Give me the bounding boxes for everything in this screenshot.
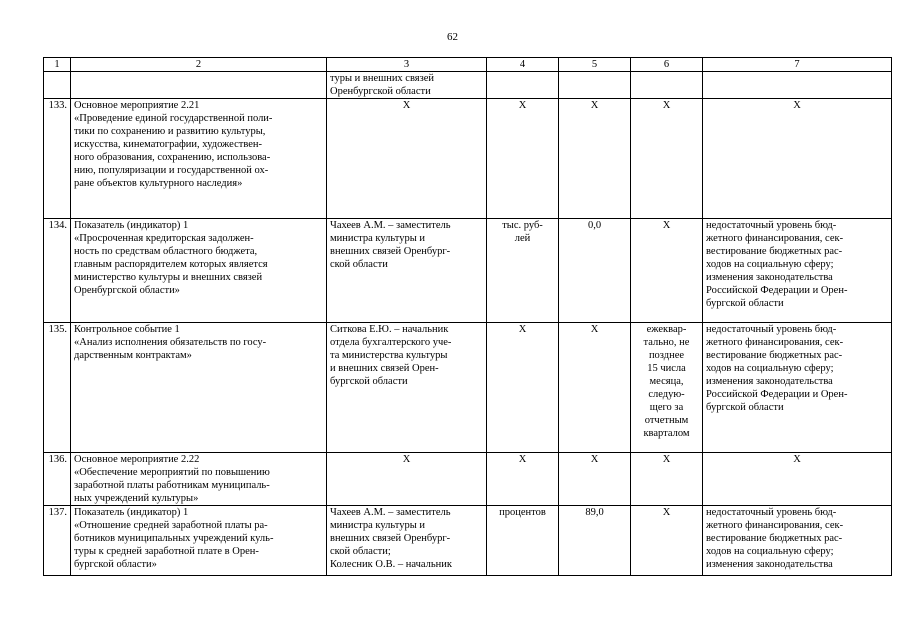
text-line: изменения законодательства [706, 376, 833, 387]
text-line: Оренбургской области» [74, 285, 180, 296]
not-applicable-mark: X [662, 507, 671, 518]
cell-row-number: 133. [44, 99, 71, 219]
column-header: 5 [559, 58, 631, 72]
text-line: жетного финансирования, сек- [706, 520, 844, 531]
text-line: бургской области [706, 298, 784, 309]
cell-unit [487, 506, 559, 576]
not-applicable-mark: X [402, 454, 411, 465]
text-line: ных учреждений культуры» [74, 493, 199, 504]
not-applicable-mark: X [518, 324, 527, 335]
text-line: ходов на социальную сферу; [706, 546, 834, 557]
cell-value [559, 99, 631, 219]
text-line: ходов на социальную сферу; [706, 363, 834, 374]
text-line: процентов [499, 507, 546, 518]
cell-unit [487, 72, 559, 99]
text-line: Контрольное событие 1 [74, 324, 180, 335]
cell-value [559, 506, 631, 576]
text-line: 15 числа [647, 363, 686, 374]
text-line: Оренбургской области [330, 86, 431, 97]
cell-row-number [44, 72, 71, 99]
text-line: недостаточный уровень бюд- [706, 324, 837, 335]
text-line: Российской Федерации и Орен- [706, 285, 848, 296]
column-header: 2 [71, 58, 327, 72]
text-line: туры и внешних связей [330, 73, 435, 84]
table-row [44, 219, 892, 323]
cell-unit [487, 99, 559, 219]
text-line: тыс. руб- [502, 220, 543, 231]
cell-risks [703, 72, 892, 99]
cell-value [559, 219, 631, 323]
text-line: заработной платы работникам муниципаль- [74, 480, 270, 491]
cell-responsible [327, 453, 487, 506]
cell-responsible [327, 72, 487, 99]
text-line: министра культуры и [330, 520, 426, 531]
table-row [44, 72, 892, 99]
text-line: ежеквар- [646, 324, 687, 335]
table-body [44, 72, 892, 576]
cell-value [559, 453, 631, 506]
text-line: ходов на социальную сферу; [706, 259, 834, 270]
text-line: Показатель (индикатор) 1 [74, 507, 189, 518]
column-header: 1 [44, 58, 71, 72]
cell-responsible [327, 506, 487, 576]
text-line: щего за [649, 402, 684, 413]
text-line: туры к средней заработной плате в Орен- [74, 546, 259, 557]
cell-risks [703, 506, 892, 576]
text-line: следую- [648, 389, 685, 400]
text-line: Российской Федерации и Орен- [706, 389, 848, 400]
column-header: 3 [327, 58, 487, 72]
cell-risks [703, 99, 892, 219]
cell-deadline [631, 323, 703, 453]
cell-deadline [631, 72, 703, 99]
cell-deadline [631, 453, 703, 506]
text-line: тики по сохранению и развитию культуры, [74, 126, 266, 137]
cell-measure-name [71, 506, 327, 576]
cell-measure-name [71, 219, 327, 323]
cell-deadline [631, 219, 703, 323]
not-applicable-mark: X [518, 100, 527, 111]
measures-table [43, 57, 892, 576]
column-header: 7 [703, 58, 892, 72]
text-line: изменения законодательства [706, 272, 833, 283]
text-line: ного образования, сохранению, использова- [74, 152, 271, 163]
text-line: ране объектов культурного наследия» [74, 178, 243, 189]
column-header: 4 [487, 58, 559, 72]
text-line: бургской области» [74, 559, 157, 570]
column-number-row [44, 58, 892, 72]
cell-measure-name [71, 323, 327, 453]
cell-responsible [327, 219, 487, 323]
text-line: недостаточный уровень бюд- [706, 507, 837, 518]
cell-risks [703, 453, 892, 506]
cell-row-number: 137. [44, 506, 71, 576]
not-applicable-mark: X [590, 324, 599, 335]
text-line: Колесник О.В. – начальник [330, 559, 452, 570]
not-applicable-mark: X [793, 100, 801, 111]
text-line: Показатель (индикатор) 1 [74, 220, 189, 231]
not-applicable-mark: X [518, 454, 527, 465]
text-line: внешних связей Оренбург- [330, 533, 451, 544]
text-line: вестирование бюджетных рас- [706, 246, 843, 257]
text-line: позднее [648, 350, 685, 361]
text-line: «Проведение единой государственной поли- [74, 113, 273, 124]
text-line: «Анализ исполнения обязательств по госу- [74, 337, 267, 348]
text-line: министерство культуры и внешних связей [74, 272, 263, 283]
text-line: лей [514, 233, 531, 244]
text-line: 89,0 [585, 507, 604, 518]
cell-risks [703, 323, 892, 453]
table-row [44, 453, 892, 506]
cell-measure-name [71, 72, 327, 99]
text-line: ской области; [330, 546, 391, 557]
text-line: ботников муниципальных учреждений куль- [74, 533, 274, 544]
text-line: ность по средствам областного бюджета, [74, 246, 258, 257]
cell-responsible [327, 323, 487, 453]
cell-value [559, 323, 631, 453]
not-applicable-mark: X [662, 100, 671, 111]
text-line: месяца, [649, 376, 684, 387]
text-line: Ситкова Е.Ю. – начальник [330, 324, 449, 335]
text-line: вестирование бюджетных рас- [706, 533, 843, 544]
text-line: жетного финансирования, сек- [706, 233, 844, 244]
cell-responsible [327, 99, 487, 219]
cell-row-number: 135. [44, 323, 71, 453]
text-line: тально, не [643, 337, 690, 348]
text-line: «Просроченная кредиторская задолжен- [74, 233, 254, 244]
text-line: «Обеспечение мероприятий по повышению [74, 467, 270, 478]
cell-row-number: 134. [44, 219, 71, 323]
not-applicable-mark: X [793, 454, 801, 465]
text-line: бургской области [330, 376, 408, 387]
text-line: ской области [330, 259, 388, 270]
cell-measure-name [71, 453, 327, 506]
text-line: и внешних связей Орен- [330, 363, 439, 374]
text-line: отдела бухгалтерского уче- [330, 337, 452, 348]
text-line: недостаточный уровень бюд- [706, 220, 837, 231]
text-line: Основное мероприятие 2.22 [74, 454, 200, 465]
cell-unit [487, 323, 559, 453]
text-line: «Отношение средней заработной платы ра- [74, 520, 268, 531]
text-line: жетного финансирования, сек- [706, 337, 844, 348]
not-applicable-mark: X [590, 454, 599, 465]
not-applicable-mark: X [590, 100, 599, 111]
cell-deadline [631, 506, 703, 576]
text-line: нию, популяризации и государственной ох- [74, 165, 269, 176]
text-line: главным распорядителем которых является [74, 259, 268, 270]
text-line: кварталом [643, 428, 690, 439]
cell-deadline [631, 99, 703, 219]
not-applicable-mark: X [662, 220, 671, 231]
cell-unit [487, 453, 559, 506]
page-number: 62 [447, 31, 458, 43]
text-line: 0,0 [587, 220, 602, 231]
table-row [44, 99, 892, 219]
text-line: Чахеев А.М. – заместитель [330, 507, 451, 518]
text-line: изменения законодательства [706, 559, 833, 570]
column-header: 6 [631, 58, 703, 72]
not-applicable-mark: X [402, 100, 411, 111]
cell-row-number: 136. [44, 453, 71, 506]
text-line: искусства, кинематографии, художествен- [74, 139, 263, 150]
table-row [44, 506, 892, 576]
text-line: бургской области [706, 402, 784, 413]
text-line: дарственным контрактам» [74, 350, 192, 361]
text-line: отчетным [644, 415, 689, 426]
cell-measure-name [71, 99, 327, 219]
text-line: министра культуры и [330, 233, 426, 244]
text-line: Чахеев А.М. – заместитель [330, 220, 451, 231]
text-line: Основное мероприятие 2.21 [74, 100, 200, 111]
text-line: та министерства культуры [330, 350, 448, 361]
not-applicable-mark: X [662, 454, 671, 465]
text-line: вестирование бюджетных рас- [706, 350, 843, 361]
table-row [44, 323, 892, 453]
cell-risks [703, 219, 892, 323]
cell-value [559, 72, 631, 99]
text-line: внешних связей Оренбург- [330, 246, 451, 257]
cell-unit [487, 219, 559, 323]
